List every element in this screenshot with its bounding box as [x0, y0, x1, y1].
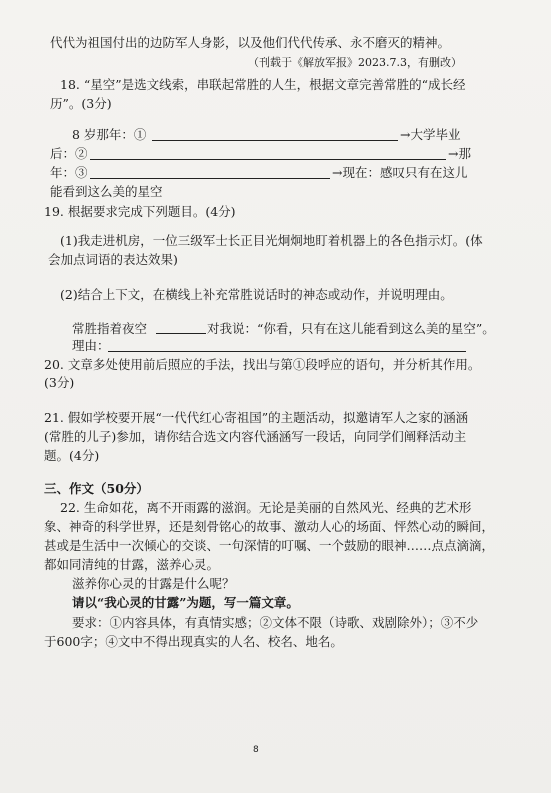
gesture-blank[interactable] [156, 333, 206, 334]
question-18-prompt: 18. “星空”是选文线索，串联起常胜的人生，根据文章完善常胜的“成长经 [60, 77, 466, 92]
essay-title-instruction: 请以“我心灵的甘露”为题，写一篇文章。 [72, 595, 299, 610]
answer-2-suffix: →那 [448, 146, 471, 161]
answer-1-suffix: →大学毕业 [400, 127, 461, 142]
question-21-prompt-cont: (常胜的儿子)参加，请你结合选文内容代涵涵写一段话，向同学们阐释活动主 [44, 429, 467, 444]
sentence-end: 对我说：“你看，只有在这儿能看到这么美的星空”。 [207, 321, 495, 336]
answer-1-label: 8 岁那年：① [72, 127, 147, 142]
essay-requirements: 要求：①内容具体，有真情实感；②文体不限（诗歌、戏剧除外）；③不少 [72, 615, 479, 630]
answer-2-label: 后：② [50, 146, 88, 161]
question-21-prompt-end: 题。(4分) [44, 448, 100, 463]
answer-3-suffix: →现在：感叹只有在这儿 [332, 165, 468, 180]
question-19-2: (2)结合上下文，在横线上补充常胜说话时的神态或动作，并说明理由。 [60, 287, 453, 302]
answer-2-blank[interactable] [90, 159, 446, 160]
question-19-1: (1)我走进机房，一位三级军士长正目光炯炯地盯着机器上的各色指示灯。(体 [60, 233, 483, 248]
essay-requirements-cont: 于600字；④文中不得出现真实的人名、校名、地名。 [44, 634, 343, 649]
page-number: 8 [253, 745, 259, 755]
question-19-1-cont: 会加点词语的表达效果) [48, 252, 178, 267]
answer-3-blank[interactable] [90, 178, 330, 179]
reason-label: 理由： [72, 338, 110, 353]
question-21-prompt: 21. 假如学校要开展“一代代红心寄祖国”的主题活动，拟邀请军人之家的涵涵 [44, 410, 469, 425]
answer-3-label: 年：③ [50, 165, 88, 180]
reason-blank[interactable] [108, 351, 466, 352]
essay-question: 滋养你心灵的甘露是什么呢？ [72, 576, 235, 591]
sentence-start: 常胜指着夜空 [72, 321, 148, 336]
section-3-heading: 三、作文（50分） [44, 481, 149, 496]
essay-prompt-line-1: 22. 生命如花，离不开雨露的滋润。无论是美丽的自然风光、经典的艺术形 [60, 500, 472, 515]
essay-prompt-line-4: 都如同清纯的甘露，滋养心灵。 [44, 557, 220, 572]
answer-1-blank[interactable] [152, 140, 398, 141]
answer-3-cont: 能看到这么美的星空 [50, 184, 163, 199]
question-18-prompt-cont: 历”。(3分) [50, 96, 112, 111]
essay-prompt-line-2: 象、神奇的科学世界，还是刻骨铭心的故事、激动人心的场面、怦然心动的瞬间， [44, 519, 495, 534]
essay-prompt-line-3: 甚或是生活中一次倾心的交谈、一句深情的叮嘱、一个鼓励的眼神……点点滴滴， [44, 538, 495, 553]
question-19-prompt: 19. 根据要求完成下列题目。(4分) [44, 204, 236, 219]
question-20-prompt: 20. 文章多处使用前后照应的手法，找出与第①段呼应的语句，并分析其作用。 [44, 357, 481, 372]
source-citation: （刊载于《解放军报》2023.7.3，有删改） [248, 56, 462, 69]
question-20-prompt-cont: (3分) [44, 375, 75, 390]
passage-closing-line: 代代为祖国付出的边防军人身影，以及他们代代传承、永不磨灭的精神。 [50, 35, 451, 50]
